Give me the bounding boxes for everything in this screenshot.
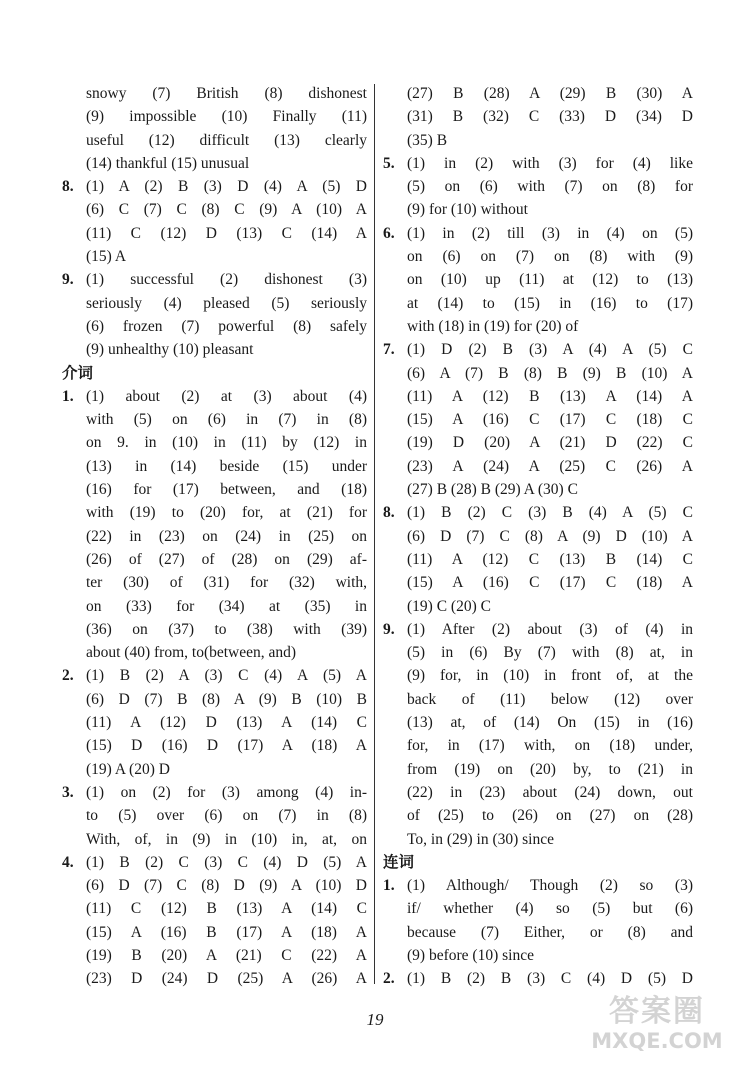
answer-line: (23) A (24) A (25) C (26) A [407, 457, 693, 475]
section-heading-conjunctions: 连词 [383, 852, 415, 871]
answer-line: (6) C (7) C (8) C (9) A (10) A [86, 201, 367, 219]
answer-line: seriously (4) pleased (5) seriously [86, 294, 367, 312]
prep-question-1 [62, 385, 367, 665]
question-number: 6. [383, 224, 395, 242]
answer-line: (11) C (12) D (13) C (14) A [86, 224, 367, 242]
answer-line: on (10) up (11) at (12) to (13) [407, 271, 693, 289]
answer-line: (27) B (28) A (29) B (30) A [407, 85, 693, 102]
answer-line: (1) in (2) with (3) for (4) like [407, 154, 693, 172]
page-number: 19 [366, 1010, 384, 1029]
question-number: 9. [62, 271, 74, 289]
question-6 [383, 222, 693, 338]
answer-line: on (33) for (34) at (35) in [86, 597, 367, 615]
answer-line: (1) in (2) till (3) in (4) on (5) [407, 224, 693, 242]
answer-line: (1) D (2) B (3) A (4) A (5) C [407, 341, 693, 359]
conj-question-1 [383, 874, 693, 967]
answer-line: (1) A (2) B (3) D (4) A (5) D [86, 178, 367, 196]
answer-line: (1) B (2) C (3) B (4) A (5) C [407, 504, 693, 522]
question-number: 9. [383, 620, 395, 638]
column-divider [374, 84, 375, 984]
answer-line: snowy (7) British (8) dishonest [86, 85, 367, 102]
answer-line: (15) A (16) C (17) C (18) C [407, 411, 693, 429]
answer-line: (1) Although/ Though (2) so (3) [407, 877, 693, 895]
answer-line: (6) frozen (7) powerful (8) safely [86, 317, 367, 335]
answer-line: about (40) from, to(between, and) [86, 644, 297, 662]
watermark-text: 答案圈 [609, 994, 705, 1029]
answer-line: (1) After (2) about (3) of (4) in [407, 620, 693, 638]
answer-line: (9) unhealthy (10) pleasant [86, 341, 254, 359]
continuation-top [407, 82, 693, 152]
answer-line: (13) in (14) beside (15) under [86, 457, 367, 475]
answer-line: (6) D (7) C (8) A (9) D (10) A [407, 527, 693, 545]
answer-line: (9) before (10) since [407, 946, 534, 964]
question-number: 8. [62, 178, 74, 196]
answer-line: with (19) to (20) for, at (21) for [86, 504, 367, 522]
answer-line: (5) on (6) with (7) on (8) for [407, 178, 693, 196]
answer-line: (1) about (2) at (3) about (4) [86, 387, 367, 405]
prep-question-3 [62, 781, 367, 851]
answer-line: (19) B (20) A (21) C (22) A [86, 946, 367, 964]
question-number: 1. [383, 877, 395, 895]
answer-line: (11) A (12) B (13) A (14) A [407, 387, 693, 405]
question-5 [383, 152, 693, 222]
answer-line: to (5) over (6) on (7) in (8) [86, 807, 367, 825]
answer-line: (23) D (24) D (25) A (26) A [86, 970, 367, 988]
answer-line: useful (12) difficult (13) clearly [86, 131, 367, 149]
watermark-url: MXQE.COM [591, 1029, 723, 1053]
answer-line: (19) A (20) D [86, 760, 170, 778]
answer-line: (19) C (20) C [407, 597, 491, 615]
question-7 [383, 338, 693, 501]
answer-line: (9) impossible (10) Finally (11) [86, 108, 367, 126]
right-column [383, 82, 693, 991]
answer-line: (15) A [86, 248, 127, 266]
question-number: 2. [62, 667, 74, 685]
question-number: 8. [383, 504, 395, 522]
answer-line: (15) A (16) C (17) C (18) A [407, 574, 693, 592]
answer-line: To, in (29) in (30) since [407, 830, 554, 848]
answer-line: (1) on (2) for (3) among (4) in- [86, 783, 367, 801]
answer-line: (31) B (32) C (33) D (34) D [407, 108, 693, 126]
answer-line: back of (11) below (12) over [407, 690, 693, 708]
question-9-right [383, 618, 693, 851]
answer-line: (11) A (12) D (13) A (14) C [86, 714, 367, 732]
answer-line: (11) A (12) C (13) B (14) C [407, 550, 693, 568]
answer-line: (22) in (23) about (24) down, out [407, 783, 693, 801]
continuation-top [86, 82, 367, 175]
answer-line: (16) for (17) between, and (18) [86, 481, 367, 499]
question-number: 2. [383, 970, 395, 988]
prep-question-2 [62, 664, 367, 780]
answer-line: (6) A (7) B (8) B (9) B (10) A [407, 364, 693, 382]
answer-line: from (19) on (20) by, to (21) in [407, 760, 693, 778]
answer-line: (1) B (2) B (3) C (4) D (5) D [407, 970, 693, 988]
answer-line: (26) of (27) of (28) on (29) af- [86, 550, 367, 568]
answer-line: with (5) on (6) in (7) in (8) [86, 411, 367, 429]
answer-line: (36) on (37) to (38) with (39) [86, 620, 367, 638]
section-heading-prepositions: 介词 [62, 363, 94, 382]
answer-line: (15) D (16) D (17) A (18) A [86, 737, 367, 755]
question-number: 4. [62, 853, 74, 871]
conj-question-2 [383, 967, 693, 990]
answer-line: (27) B (28) B (29) A (30) C [407, 481, 578, 499]
answer-line: (1) B (2) A (3) C (4) A (5) A [86, 667, 367, 685]
question-8-right [383, 501, 693, 617]
question-8 [62, 175, 367, 268]
answer-line: on (6) on (7) on (8) with (9) [407, 248, 693, 266]
answer-line: on 9. in (10) in (11) by (12) in [86, 434, 367, 452]
answer-line: (11) C (12) B (13) A (14) C [86, 900, 367, 918]
answer-line: (5) in (6) By (7) with (8) at, in [407, 644, 693, 662]
answer-line: (6) D (7) B (8) A (9) B (10) B [86, 690, 367, 708]
question-number: 5. [383, 154, 395, 172]
answer-line: (6) D (7) C (8) D (9) A (10) D [86, 877, 367, 895]
answer-line: ter (30) of (31) for (32) with, [86, 574, 367, 592]
answer-line: (35) B [407, 131, 448, 149]
answer-line: (19) D (20) A (21) D (22) C [407, 434, 693, 452]
answer-line: (13) at, of (14) On (15) in (16) [407, 714, 693, 732]
question-number: 1. [62, 387, 74, 405]
answer-line: (9) for (10) without [407, 201, 528, 219]
answer-line: at (14) to (15) in (16) to (17) [407, 294, 693, 312]
answer-line: of (25) to (26) on (27) on (28) [407, 807, 693, 825]
left-column [62, 82, 367, 991]
prep-question-4 [62, 851, 367, 991]
question-number: 3. [62, 783, 74, 801]
question-9 [62, 268, 367, 361]
answer-line: (14) thankful (15) unusual [86, 154, 250, 172]
answer-line: for, in (17) with, on (18) under, [407, 737, 693, 755]
answer-line: (22) in (23) on (24) in (25) on [86, 527, 367, 545]
answer-line: (9) for, in (10) in front of, at the [407, 667, 693, 685]
answer-line: (15) A (16) B (17) A (18) A [86, 923, 367, 941]
question-number: 7. [383, 341, 395, 359]
watermark-logo [582, 995, 732, 1057]
answer-line: because (7) Either, or (8) and [407, 923, 693, 941]
answer-line: (1) B (2) C (3) C (4) D (5) A [86, 853, 367, 871]
answer-line: With, of, in (9) in (10) in, at, on [86, 830, 367, 848]
answer-line: (1) successful (2) dishonest (3) [86, 271, 367, 289]
answer-line: if/ whether (4) so (5) but (6) [407, 900, 693, 918]
answer-line: with (18) in (19) for (20) of [407, 317, 579, 335]
